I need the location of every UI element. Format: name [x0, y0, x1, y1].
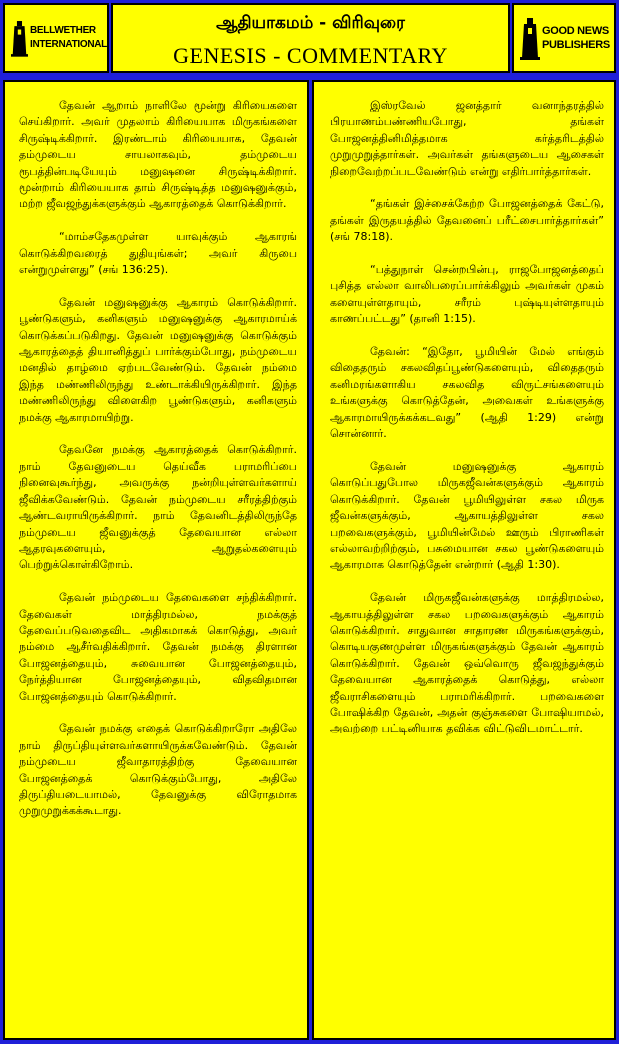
- logo-line-2: PUBLISHERS: [542, 39, 610, 51]
- paragraph: தேவன் நம்முடைய தேவைகளை சந்திக்கிறார். தேவைகள் மாத்திரமல்ல, நமக்குத் தேவைப்படுவதைவிட அதிகமாகக் கொடுத்து, அவர் நம்மை ஆசீர்வதிக்கிறார். தேவன் நமக்கு திரளான போஜனத்தையும், சுவையான போஜனத்தையும், நேர்த்தியான போஜனத்தையும், விதவிதமான போஜனத்தையும் கொடுக்கிறார்.: [19, 591, 297, 703]
- paragraph: “பத்துநாள் சென்றபின்பு, ராஜபோஜனத்தைப் புசித்த எல்லா வாலிபரைப்பார்க்கிலும் அவர்கள் முகம் களையுள்ளதாயும், சரீரம் புஷ்டியுள்ளதாயும் காணப்பட்டது” (தானி 1:15).: [330, 263, 604, 326]
- paragraph: தேவன் ஆறாம் நாளிலே மூன்று கிரியைகளை செய்கிறார். அவர் முதலாம் கிரியையாக மிருகங்களை சிருஷ்டிக்கிறார். இரண்டாம் கிரியையாக, தேவன் தம்முடைய சாயலாகவும், தம்முடைய ரூபத்தின்படியேயும் மனுஷனை சிருஷ்டிக்கிறார். மூன்றாம் கிரியையாக தாம் சிருஷ்டித்த மனுஷனுக்கும், மற்ற ஜீவஜந்துக்களுக்கும் ஆகாரத்தைக் கொடுக்கிறார்.: [19, 99, 297, 211]
- page-header: [111, 3, 510, 73]
- right-column: [312, 80, 616, 1040]
- left-column: [3, 80, 309, 1040]
- paragraph: தேவன்: “இதோ, பூமியின் மேல் எங்கும் விதைதரும் சகலவிதப்பூண்டுகளையும், விதைதரும் கனிமரங்களாகிய சகலவித விருட்சங்களையும் உங்களுக்கு கொடுத்தேன், அவைகள் உங்களுக்கு ஆகாரமாயிருக்கக்கடவது” (ஆதி 1:29) என்று சொன்னார்.: [330, 345, 604, 441]
- paragraph: தேவன் மனுஷனுக்கு ஆகாரம் கொடுப்பதுபோல மிருகஜீவன்களுக்கும் ஆகாரம் கொடுக்கிறார். தேவன் பூமியிலுள்ள சகல மிருக ஜீவன்களுக்கும், ஆகாயத்திலுள்ள சகல பறவைகளுக்கும், பூமியின்மேல் ஊரும் பிராணிகள் எல்லாவற்றிற்கும், பசுமையான சகல பூண்டுகளையும் ஆகாரமாக கொடுத்தேன் என்றார் (ஆதி 1:30).: [330, 459, 604, 572]
- logo-line-1: BELLWETHER: [29, 25, 96, 36]
- logo-line-2: INTERNATIONAL: [29, 39, 107, 50]
- good-news-logo: [512, 3, 616, 73]
- tamil-title: ஆதியாகமம் - விரிவுரை: [216, 13, 405, 33]
- paragraph: தேவன் நமக்கு எதைக் கொடுக்கிறாரோ அதிலே நாம் திருப்தியுள்ளவர்களாயிருக்கவேண்டும். தேவன் நம்முடைய ஜீவாதாரத்திற்கு தேவையான போஜனத்தைக் கொடுக்கும்போது, அதிலே திருப்தியடையாமல், தேவனுக்கு விரோதமாக முறுமுறுக்கக்கூடாது.: [19, 722, 297, 818]
- tower-icon: [11, 16, 28, 60]
- paragraph: “மாம்சதேகமுள்ள யாவுக்கும் ஆகாரங் கொடுக்கிறவரைத் துதியுங்கள்; அவர் கிருபை என்றுமுள்ளது” (சங் 136:25).: [19, 230, 297, 277]
- paragraph: தேவன் மனுஷனுக்கு ஆகாரம் கொடுக்கிறார். பூண்டுகளும், கனிகளும் மனுஷனுக்கு ஆகாரமாய்க் கொடுக்கப்படுகிறது. தேவன் மனுஷனுக்கு கொடுக்கும் ஆகாரத்தைத் தியானித்துப் பார்க்கும்போது, நம்முடைய மனதில் தாழ்மை ஏற்படவேண்டும். தேவன் நம்மை இந்த மண்ணிலிருந்து உண்டாக்கியிருக்கிறார். இந்த மண்ணிலிருந்து விளைகிற பூண்டுகளும், கனிகளும் நமக்கு ஆகாரமாயிற்று.: [19, 295, 297, 424]
- paragraph: இஸ்ரவேல் ஜனத்தார் வனாந்தரத்தில் பிரயாணம்பண்ணியபோது, தங்கள் போஜனத்தினிமித்தமாக கர்த்தரிடத்தில் முறுமுறுத்தார்கள். அவர்கள் தங்களுடைய ஆசைகள் நிறைவேற்றப்படவேண்டும் என்று எதிர்பார்த்தார்கள்.: [330, 99, 604, 178]
- paragraph: தேவன் மிருகஜீவன்களுக்கு மாத்திரமல்ல, ஆகாயத்திலுள்ள சகல பறவைகளுக்கும் ஆகாரம் கொடுக்கிறார். சாதுவான சாதாரண மிருகங்களுக்கும், கொடியகுணமுள்ள மிருகங்களுக்கும் தேவன் ஆகாரம் கொடுக்கிறார். தேவன் ஒவ்வொரு ஜீவஜந்துக்கும் தேவையான ஆகாரத்தைக் கொடுத்து, எல்லா ஜீவராசிகளையும் பராமரிக்கிறார். பறவைகளை போஷிக்கிற தேவன், அதன் குஞ்சுகளை போஷியாமல், அவற்றை பட்டினியாக தவிக்க விட்டுவிடமாட்டார்.: [330, 591, 604, 736]
- paragraph: “தங்கள் இச்சைக்கேற்ற போஜனத்தைக் கேட்டு, தங்கள் இருதயத்தில் தேவனைப் பரீட்சைபார்த்தார்கள்” (சங் 78:18).: [330, 197, 604, 244]
- english-title: GENESIS - COMMENTARY: [173, 43, 448, 68]
- logo-line-1: GOOD NEWS: [542, 25, 609, 37]
- bellwether-logo: [3, 3, 109, 73]
- tower-icon: [520, 16, 540, 60]
- paragraph: தேவனே நமக்கு ஆகாரத்தைக் கொடுக்கிறார். நாம் தேவனுடைய தெய்வீக பராமரிப்பை நினைவுகூர்ந்து, அவருக்கு நன்றியுள்ளவர்களாய் ஜீவிக்கவேண்டும். தேவன் நம்முடைய சரீரத்திற்கும் ஆண்டவராயிருக்கிறார். நாம் தேவனிடத்திலிருந்தே நம்முடைய ஜீவனுக்குத் தேவையான எல்லா ஆதரவுகளையும், ஆறுதல்களையும் பெற்றுக்கொள்கிறோம்.: [19, 443, 297, 572]
